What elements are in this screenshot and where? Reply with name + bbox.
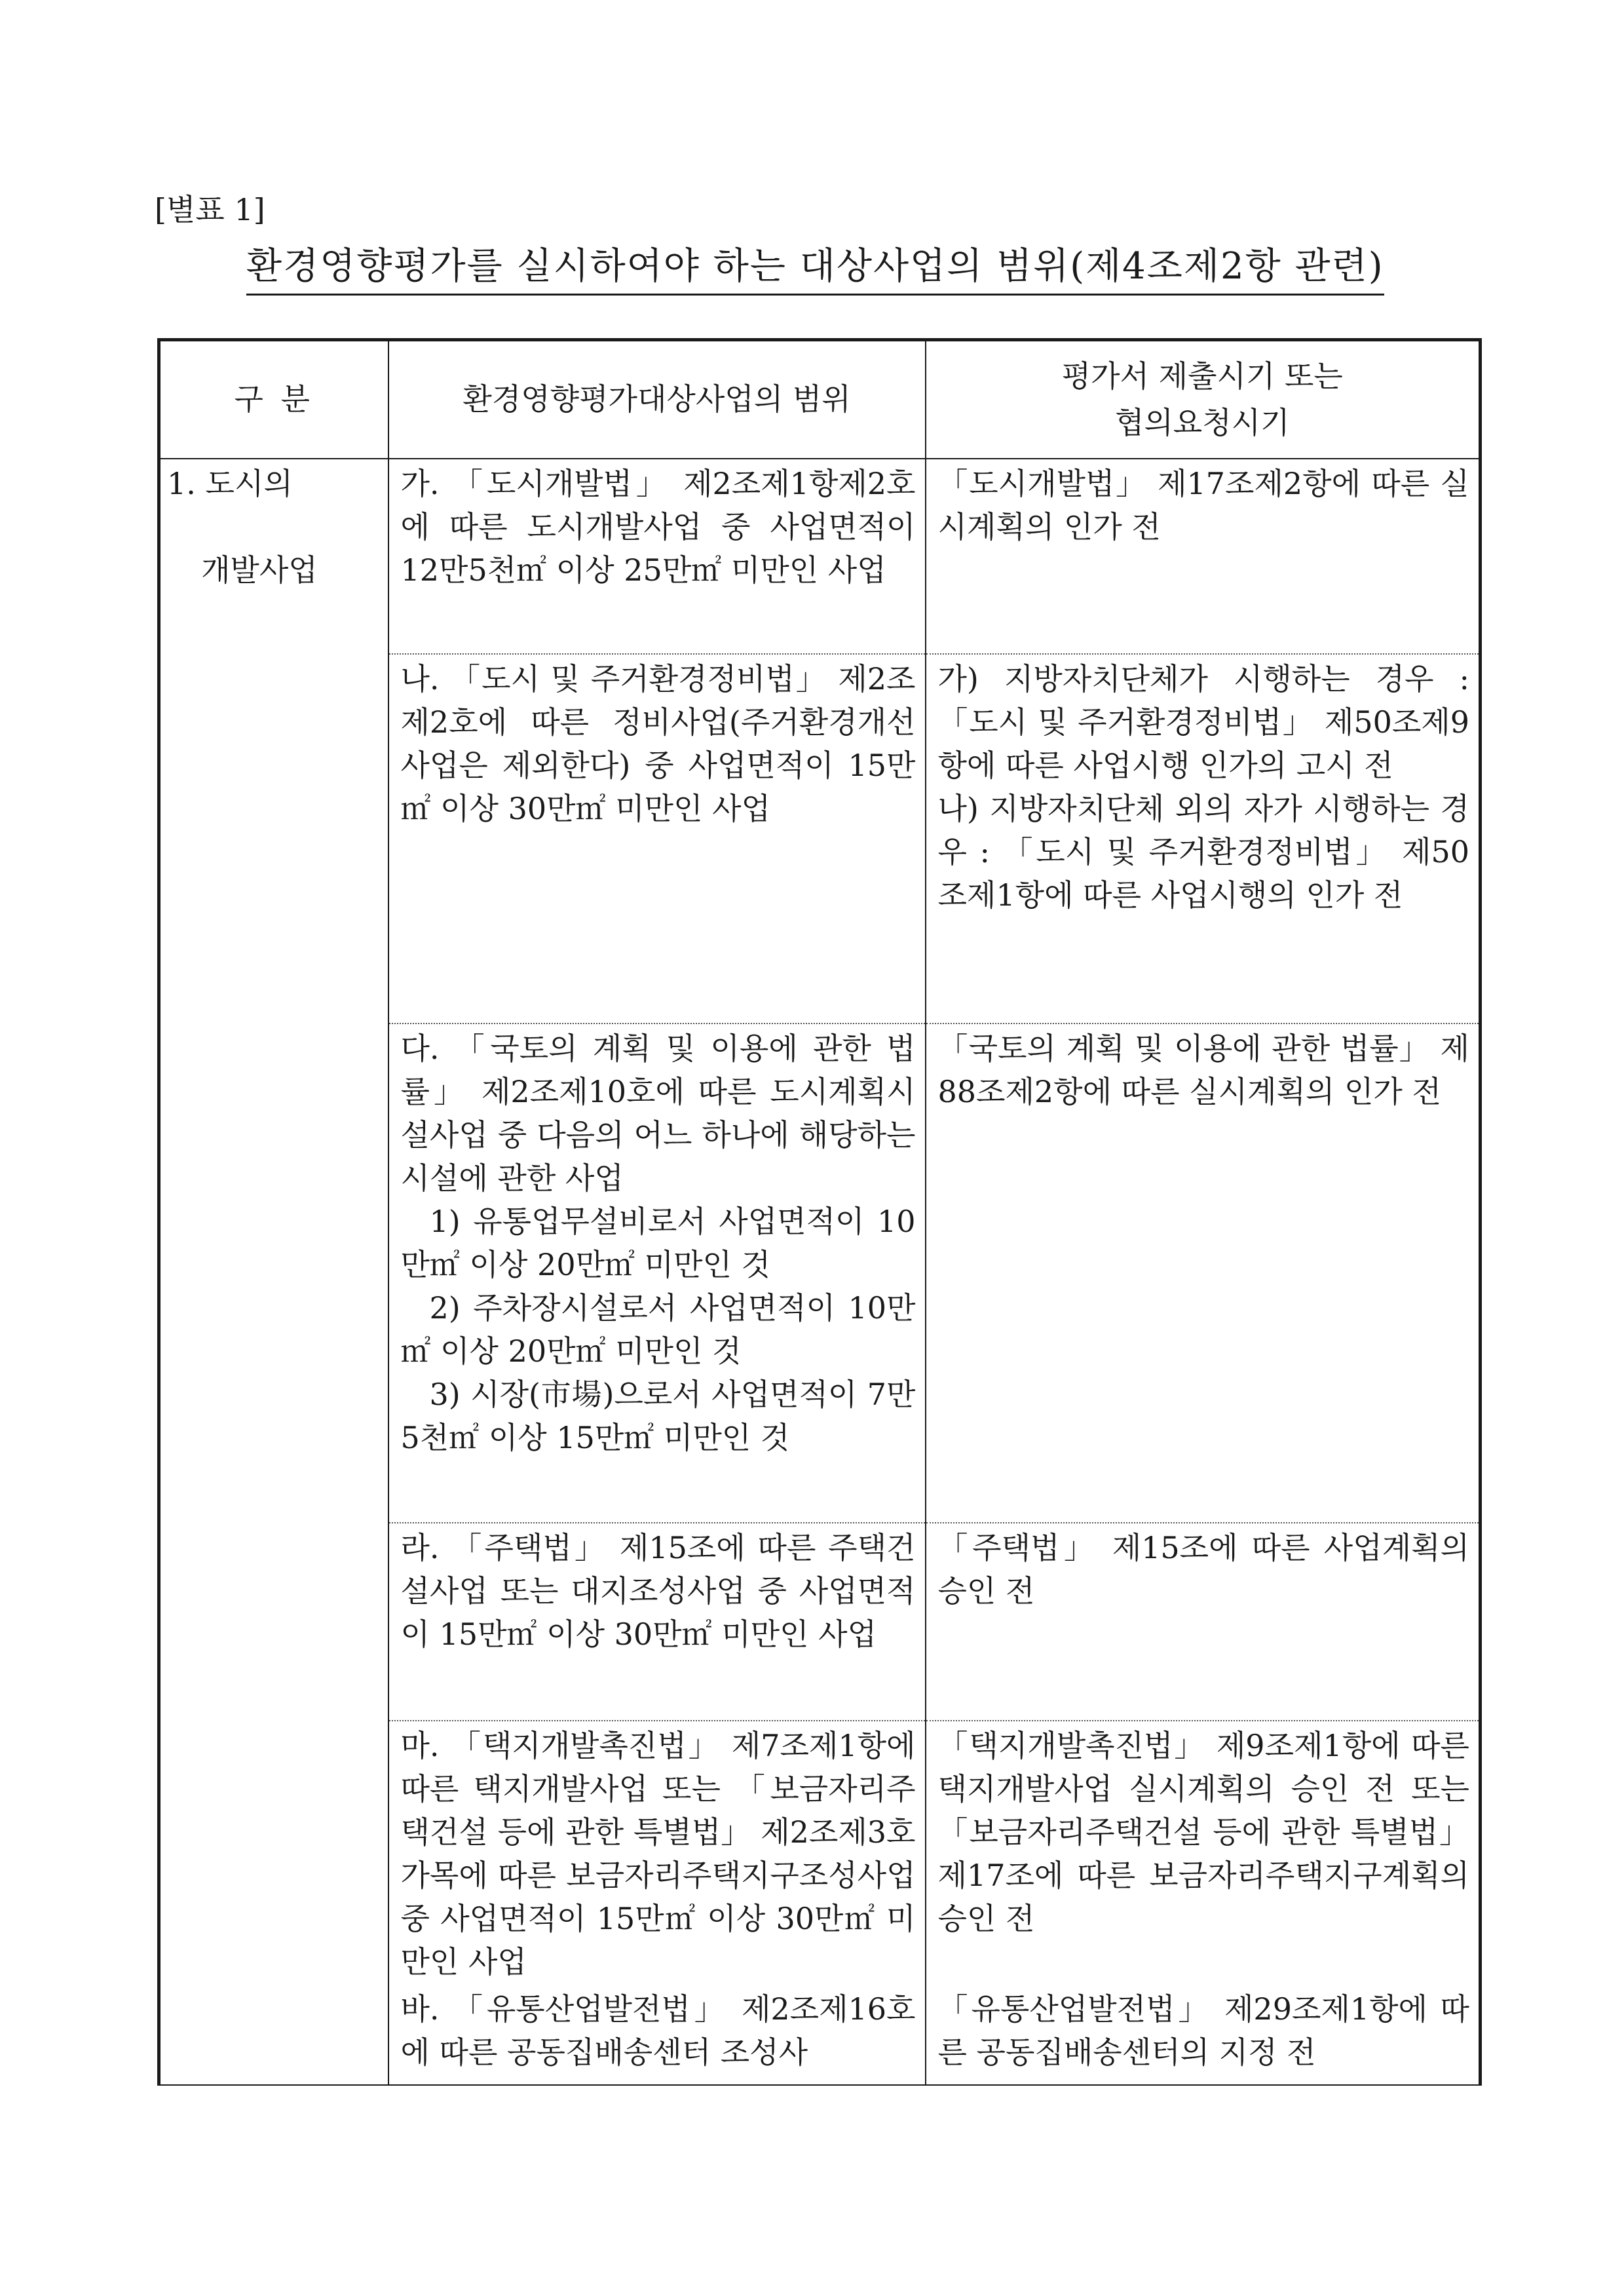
annex-label: [별표 1] (155, 192, 265, 227)
header-category: 구 분 (159, 340, 388, 459)
category-cell (159, 459, 388, 2085)
eia-scope-table (157, 338, 1482, 2086)
timing-cell: 「유통산업발전법」 제29조제1항에 따른 공동집배송센터의 지정 전 (926, 1985, 1481, 2085)
timing-cell: 「국토의 계획 및 이용에 관한 법률」 제88조제2항에 따른 실시계획의 인가 전 (926, 1024, 1481, 1523)
category-line: 개발사업 (201, 552, 318, 588)
header-scope: 환경영향평가대상사업의 범위 (388, 340, 926, 459)
scope-cell: 가. 「도시개발법」 제2조제1항제2호에 따른 도시개발사업 중 사업면적이 12만5천㎡ 이상 25만㎡ 미만인 사업 (388, 459, 926, 654)
timing-cell: 가) 지방자치단체가 시행하는 경우 : 「도시 및 주거환경정비법」 제50조제9항에 따른 사업시행 인가의 고시 전 나) 지방자치단체 외의 자가 시행하는 경우 : 「도시 및 주거환경정비법」 제50조제1항에 따른 사업시행의 인가 전 (926, 654, 1481, 1024)
timing-cell: 「도시개발법」 제17조제2항에 따른 실시계획의 인가 전 (926, 459, 1481, 654)
timing-cell: 「택지개발촉진법」 제9조제1항에 따른 택지개발사업 실시계획의 승인 전 또는 「보금자리주택건설 등에 관한 특별법」 제17조에 따른 보금자리주택지구계획의 승인 전 (926, 1721, 1481, 1985)
category-line: 1. 도시의 (167, 466, 293, 501)
scope-cell: 나. 「도시 및 주거환경정비법」 제2조제2호에 따른 정비사업(주거환경개선사업은 제외한다) 중 사업면적이 15만㎡ 이상 30만㎡ 미만인 사업 (388, 654, 926, 1024)
document-title: 환경영향평가를 실시하여야 하는 대상사업의 범위(제4조제2항 관련) (246, 244, 1384, 296)
scope-cell: 바. 「유통산업발전법」 제2조제16호에 따른 공동집배송센터 조성사 (388, 1985, 926, 2085)
header-timing: 평가서 제출시기 또는 협의요청시기 (926, 340, 1481, 459)
timing-cell: 「주택법」 제15조에 따른 사업계획의 승인 전 (926, 1523, 1481, 1721)
scope-cell: 마. 「택지개발촉진법」 제7조제1항에 따른 택지개발사업 또는 「보금자리주택건설 등에 관한 특별법」 제2조제3호가목에 따른 보금자리주택지구조성사업 중 사업면적이 15만㎡ 이상 30만㎡ 미만인 사업 (388, 1721, 926, 1985)
scope-cell: 라. 「주택법」 제15조에 따른 주택건설사업 또는 대지조성사업 중 사업면적이 15만㎡ 이상 30만㎡ 미만인 사업 (388, 1523, 926, 1721)
table-header-row (159, 340, 1481, 459)
scope-cell: 다. 「국토의 계획 및 이용에 관한 법률」 제2조제10호에 따른 도시계획시설사업 중 다음의 어느 하나에 해당하는 시설에 관한 사업 1) 유통업무설비로서 사업면적이 10만㎡ 이상 20만㎡ 미만인 것 2) 주차장시설로서 사업면적이 10만㎡ 이상 20만㎡ 미만인 것 3) 시장(市場)으로서 사업면적이 7만5천㎡ 이상 15만㎡ 미만인 것 (388, 1024, 926, 1523)
table-row (159, 459, 1481, 654)
